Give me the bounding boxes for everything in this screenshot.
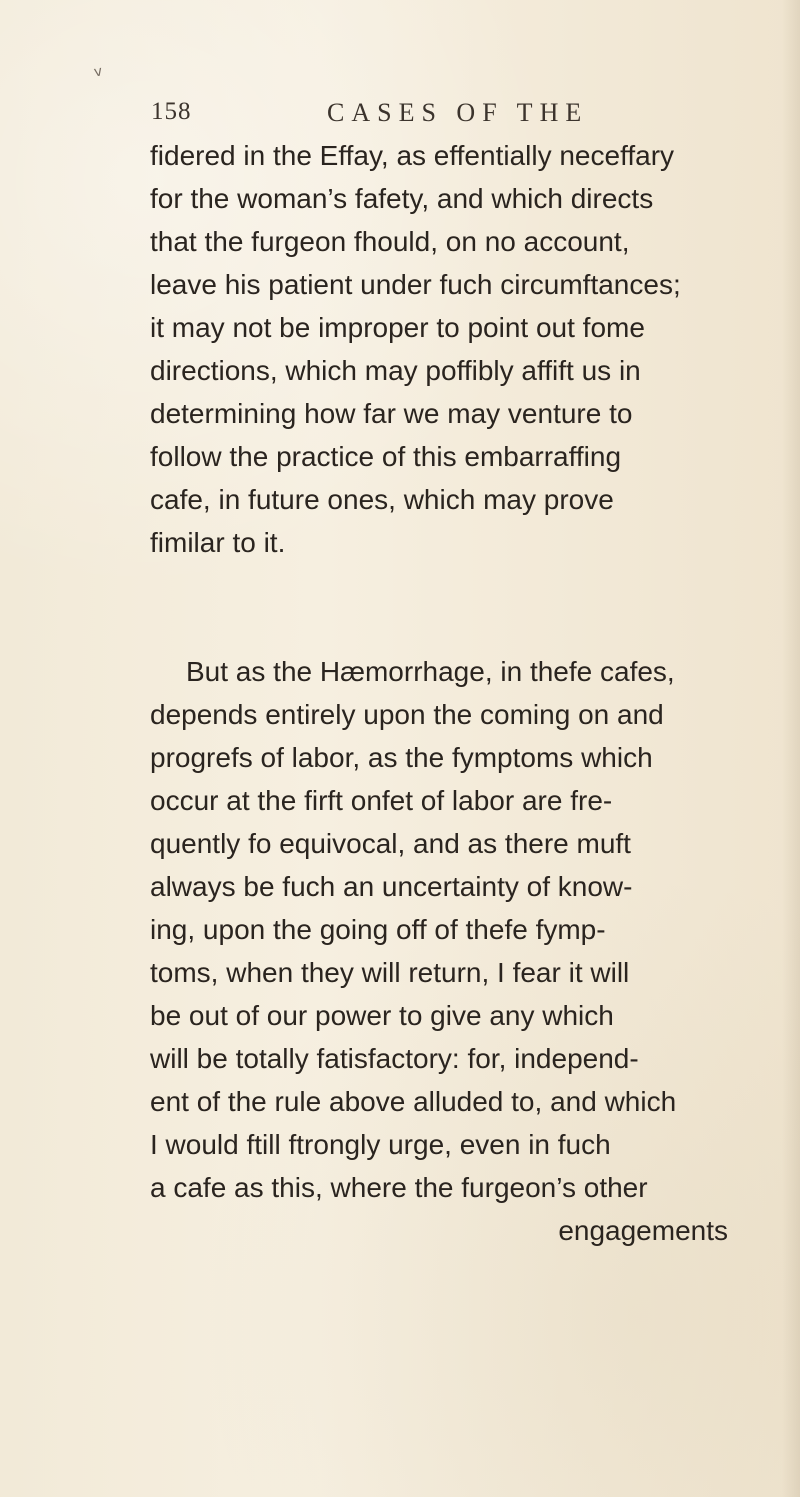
page-number: 158	[151, 98, 192, 125]
text-line: depends entirely upon the coming on and	[150, 699, 664, 730]
text-line: quently fo equivocal, and as there muft	[150, 828, 631, 859]
text-line: always be fuch an uncertainty of know-	[150, 871, 633, 902]
page-edge-shadow	[782, 0, 800, 1497]
text-line: progrefs of labor, as the fymptoms which	[150, 742, 653, 773]
text-line: a cafe as this, where the furgeon’s other	[150, 1172, 648, 1203]
text-line: toms, when they will return, I fear it will	[150, 957, 630, 988]
text-line: that the furgeon fhould, on no account,	[150, 226, 630, 257]
text-line: ent of the rule above alluded to, and which	[150, 1086, 677, 1117]
text-line: fimilar to it.	[150, 527, 286, 558]
text-line: it may not be improper to point out fome	[150, 312, 645, 343]
text-line: will be totally fatisfactory: for, independ-	[150, 1043, 639, 1074]
text-line: ing, upon the going off of thefe fymp-	[150, 914, 606, 945]
text-line: follow the practice of this embarraffing	[150, 441, 622, 472]
text-line: leave his patient under fuch circumftances;	[150, 269, 681, 300]
text-line: determining how far we may venture to	[150, 398, 633, 429]
paragraph-start-line: But as the Hæmorrhage, in thefe cafes,	[186, 656, 675, 687]
stray-margin-mark: v	[92, 63, 104, 81]
text-line: I would ftill ftrongly urge, even in fuch	[150, 1129, 611, 1160]
text-line: for the woman’s fafety, and which directs	[150, 183, 654, 214]
text-line: occur at the firft onfet of labor are fre-	[150, 785, 613, 816]
body-text	[150, 134, 762, 1354]
text-line: be out of our power to give any which	[150, 1000, 614, 1031]
running-head: CASES OF THE	[327, 98, 589, 127]
text-line: directions, which may poffibly affift us in	[150, 355, 641, 386]
catchword: engagements	[558, 1215, 728, 1246]
text-line: cafe, in future ones, which may prove	[150, 484, 614, 515]
text-line: fidered in the Effay, as effentially neceffary	[150, 140, 675, 171]
page-header	[151, 98, 711, 132]
